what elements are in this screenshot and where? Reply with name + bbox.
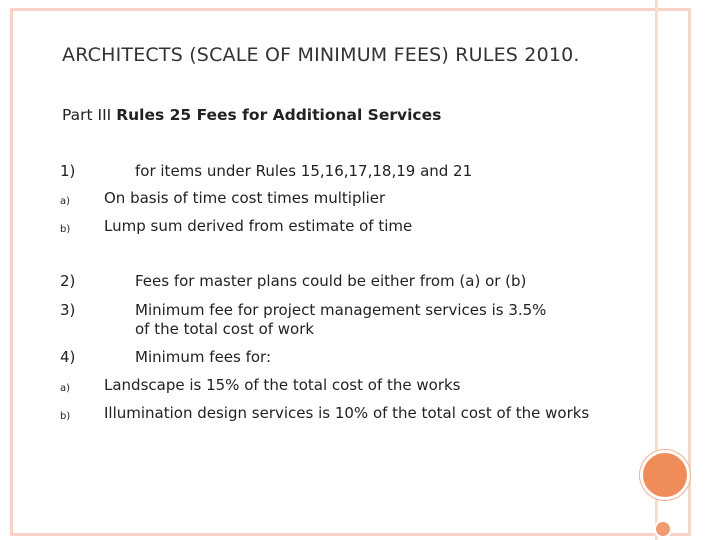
item-marker: a) xyxy=(60,196,71,207)
decorative-circle-small xyxy=(654,520,672,538)
item-text: Fees for master plans could be either from (a) or (b) xyxy=(135,272,527,290)
section-heading xyxy=(62,106,441,124)
item-text-continued: of the total cost of work xyxy=(135,320,315,338)
item-marker: 3) xyxy=(60,301,76,319)
heading-bold: Rules 25 Fees for Additional Services xyxy=(116,106,442,124)
item-text: Minimum fee for project management services is 3.5% xyxy=(135,301,547,319)
item-text: Landscape is 15% of the total cost of the works xyxy=(104,376,461,394)
item-marker: 2) xyxy=(60,272,76,290)
item-marker: b) xyxy=(60,224,71,235)
item-text: Minimum fees for: xyxy=(135,348,272,366)
item-text: On basis of time cost times multiplier xyxy=(104,189,386,207)
item-text: Lump sum derived from estimate of time xyxy=(104,217,413,235)
decorative-circle-large xyxy=(640,450,690,500)
item-text: Illumination design services is 10% of the total cost of the works xyxy=(104,404,590,422)
item-marker: a) xyxy=(60,383,71,394)
heading-prefix: Part III xyxy=(62,106,112,124)
item-marker: 4) xyxy=(60,348,76,366)
item-text: for items under Rules 15,16,17,18,19 and 21 xyxy=(135,162,473,180)
slide-title: ARCHITECTS (SCALE OF MINIMUM FEES) RULES 2010. xyxy=(62,44,580,66)
item-marker: 1) xyxy=(60,162,76,180)
item-marker: b) xyxy=(60,411,71,422)
